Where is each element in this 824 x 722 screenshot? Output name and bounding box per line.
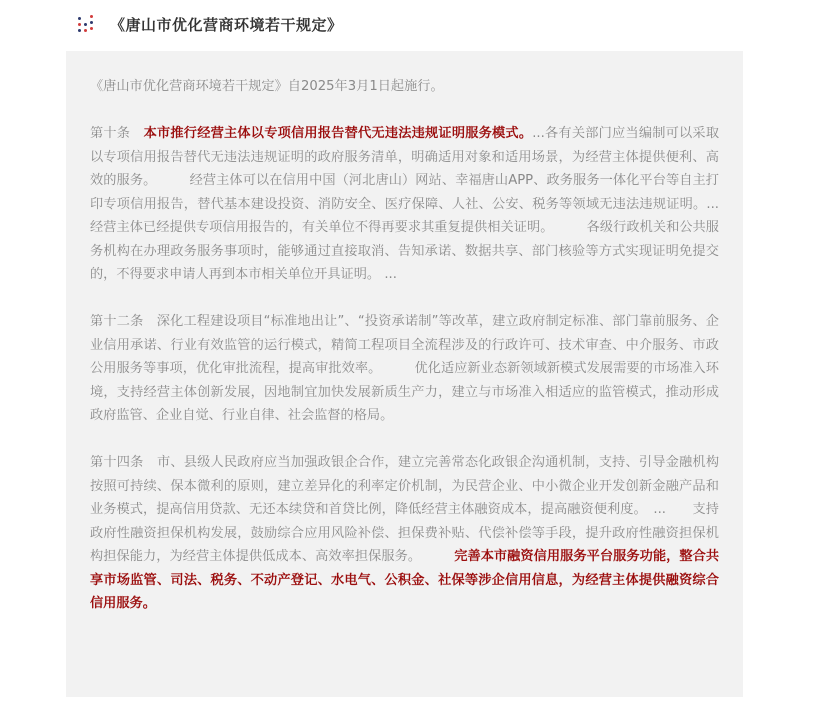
intro-paragraph: 《唐山市优化营商环境若干规定》自2025年3月1日起施行。 <box>90 79 444 94</box>
article-body: 市、县级人民政府应当加强政银企合作，建立完善常态化政银企沟通机制，支持、引导金融机构按照可持续、保本微利的原则，建立差异化的利率定价机制，为民营企业、中小微企业开发创新金融产品和业务模式，提高信用贷款、无还本续贷和首贷比例，降低经营主体融资成本，提高融资便利度。 ... 支持政府性融资担保机构发展，鼓励综合应用风险补偿、担保费补贴、代偿补偿等手段，提升政府性融资担保机构担保能力，为经营主体提供低成本、高效率担保服务。 <box>90 455 720 564</box>
dot <box>78 29 81 32</box>
article-12-paragraph <box>90 310 719 428</box>
article-body: 深化工程建设项目“标准地出让”、“投资承诺制”等改革，建立政府制定标准、部门靠前服务、企业信用承诺、行业有效监管的运行模式，精简工程项目全流程涉及的行政许可、技术审查、中介服务、市政公用服务等事项，优化审批流程，提高审批效率。 优化适应新业态新领域新模式发展需要的市场准入环境，支持经营主体创新发展，因地制宜加快发展新质生产力，建立与市场准入相适应的监管模式，推动形成政府监管、企业自觉、行业自律、社会监督的格局。 <box>90 314 719 423</box>
dot <box>90 21 93 24</box>
article-label: 第十条 <box>90 126 131 141</box>
content-box <box>66 51 743 697</box>
dot <box>84 23 87 26</box>
dot <box>90 27 93 30</box>
article-header <box>76 10 343 38</box>
dot <box>78 23 81 26</box>
page-title: 《唐山市优化营商环境若干规定》 <box>110 15 343 34</box>
article-10-paragraph <box>90 122 719 287</box>
dot-grid-icon <box>76 15 94 33</box>
article-highlight: 完善本市融资信用服务平台服务功能，整合共享市场监管、司法、税务、不动产登记、水电气、公积金、社保等涉企信用信息，为经营主体提供融资综合信用服务。 <box>90 549 720 611</box>
dot <box>84 29 87 32</box>
dot <box>90 15 93 18</box>
article-14-paragraph <box>90 451 719 616</box>
article-highlight: 本市推行经营主体以专项信用报告替代无违法违规证明服务模式。 <box>143 126 533 141</box>
article-label: 第十二条 <box>90 314 144 329</box>
article-label: 第十四条 <box>90 455 144 470</box>
dot <box>78 17 81 20</box>
article-body: ...各有关部门应当编制可以采取以专项信用报告替代无违法违规证明的政府服务清单，明确适用对象和适用场景，为经营主体提供便利、高效的服务。 经营主体可以在信用中国（河北唐山）网站、幸福唐山APP、政务服务一体化平台等自主打印专项信用报告，替代基本建设投资、消防安全、医疗保障、人社、公安、税务等领域无违法违规证明。...经营主体已经提供专项信用报告的，有关单位不得再要求其重复提供相关证明。 各级行政机关和公共服务机构在办理政务服务事项时，能够通过直接取消、告知承诺、数据共享、部门核验等方式实现证明免提交的，不得要求申请人再到本市相关单位开具证明。 ... <box>90 126 720 282</box>
